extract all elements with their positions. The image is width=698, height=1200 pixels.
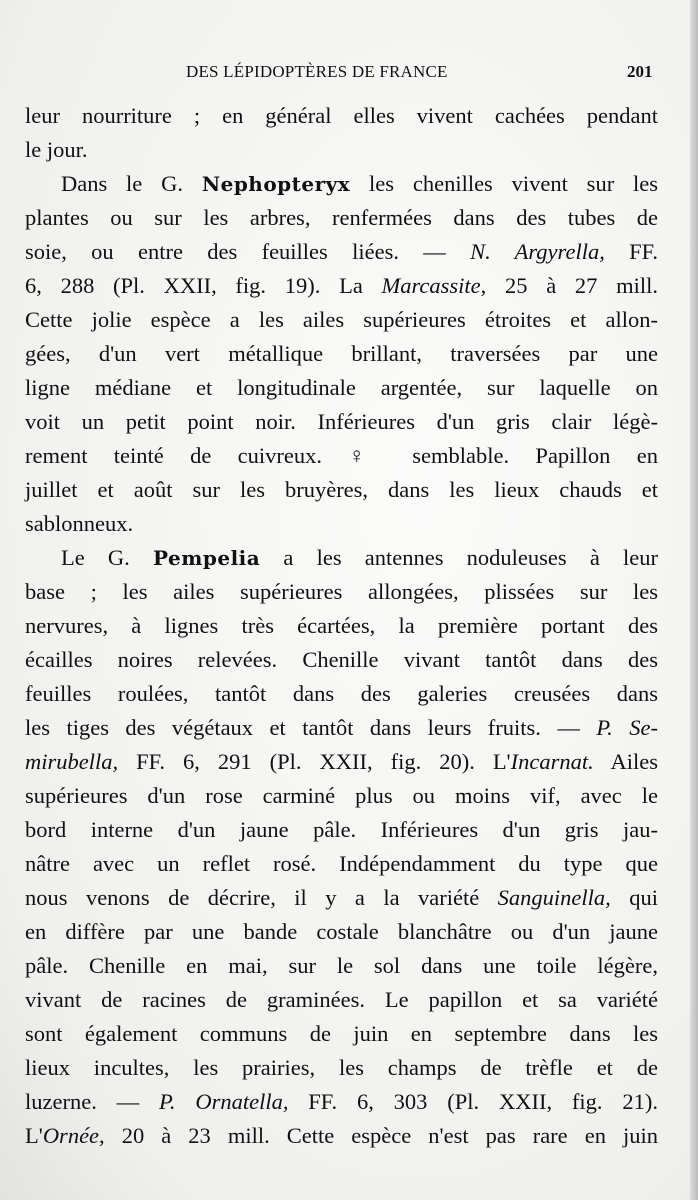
text-line	[25, 371, 658, 405]
text-line	[25, 269, 658, 303]
text-segment: écailles noires relevées. Chenille vivant tantôt dans des	[25, 647, 658, 672]
text-line	[25, 1017, 658, 1051]
text-segment: Ailes	[593, 749, 659, 774]
text-line	[25, 1085, 658, 1119]
text-segment: vivant de racines de graminées. Le papillon et sa variété	[25, 987, 658, 1012]
text-line	[25, 813, 658, 847]
text-line	[25, 847, 658, 881]
text-line	[25, 1051, 658, 1085]
text-segment: 20 à 23 mill. Cette espèce n'est pas rare en juin	[104, 1123, 658, 1148]
text-segment: bord interne d'un jaune pâle. Inférieures d'un gris jau-	[25, 817, 658, 842]
text-line	[25, 439, 658, 473]
text-line	[25, 745, 658, 779]
text-segment: leur nourriture ; en général elles vivent cachées pendant	[25, 103, 658, 128]
text-segment: L'	[25, 1123, 43, 1148]
text-segment: le jour.	[25, 137, 88, 162]
text-line	[25, 303, 658, 337]
italic-text: mirubella,	[25, 749, 119, 774]
text-line	[25, 609, 658, 643]
running-title: DES LÉPIDOPTÈRES DE FRANCE	[186, 62, 448, 81]
text-segment: Cette jolie espèce a les ailes supérieures étroites et allon-	[25, 307, 658, 332]
text-line	[25, 541, 658, 575]
text-segment: Dans le G.	[61, 171, 202, 196]
text-line	[25, 473, 658, 507]
text-segment: lieux incultes, les prairies, les champs de trèfle et de	[25, 1055, 658, 1080]
text-segment: FF. 6, 303 (Pl. XXII, fig. 21).	[288, 1089, 659, 1114]
text-segment: juillet et août sur les bruyères, dans les lieux chauds et	[25, 477, 658, 502]
italic-text: P. Ornatella,	[159, 1089, 289, 1114]
text-line	[25, 1119, 658, 1153]
text-segment: sablonneux.	[25, 511, 134, 536]
text-line	[25, 405, 658, 439]
text-line	[25, 915, 658, 949]
italic-text: Marcassite,	[381, 273, 487, 298]
italic-text: Ornée,	[42, 1123, 105, 1148]
text-segment: qui	[610, 885, 658, 910]
text-line	[25, 201, 658, 235]
text-segment: 6, 288 (Pl. XXII, fig. 19). La	[25, 273, 382, 298]
text-line	[25, 677, 658, 711]
text-line	[25, 643, 658, 677]
text-segment: pâle. Chenille en mai, sur le sol dans une toile légère,	[25, 953, 658, 978]
text-segment: FF.	[604, 239, 658, 264]
italic-text: Sanguinella,	[497, 885, 611, 910]
text-segment: rement teinté de cuivreux. ♀ semblable. Papillon en	[25, 443, 658, 468]
text-segment: feuilles roulées, tantôt dans des galeries creusées dans	[25, 681, 658, 706]
text-line	[25, 133, 658, 167]
text-segment: en diffère par une bande costale blanchâtre ou d'un jaune	[25, 919, 658, 944]
text-segment: les chenilles vivent sur les	[350, 171, 658, 196]
italic-text: Incarnat.	[510, 749, 594, 774]
page-edge	[690, 0, 698, 1200]
text-segment: supérieures d'un rose carminé plus ou moins vif, avec le	[25, 783, 658, 808]
page-number: 201	[627, 62, 653, 81]
text-line	[25, 235, 658, 269]
italic-text: N. Argyrella,	[470, 239, 605, 264]
text-segment: les tiges des végétaux et tantôt dans leurs fruits. —	[25, 715, 597, 740]
text-segment: nervures, à lignes très écartées, la première portant des	[25, 613, 658, 638]
text-line	[25, 167, 658, 201]
text-segment: 25 à 27 mill.	[486, 273, 658, 298]
page-header	[0, 60, 698, 88]
text-segment: sont également communs de juin en septembre dans les	[25, 1021, 658, 1046]
text-segment: base ; les ailes supérieures allongées, plissées sur les	[25, 579, 658, 604]
text-segment: luzerne. —	[25, 1089, 160, 1114]
text-line	[25, 507, 658, 541]
text-segment: ligne médiane et longitudinale argentée, sur laquelle on	[25, 375, 658, 400]
text-segment: gées, d'un vert métallique brillant, traversées par une	[25, 341, 658, 366]
genus-name: Pempelia	[152, 546, 261, 570]
text-segment: voit un petit point noir. Inférieures d'un gris clair légè-	[25, 409, 658, 434]
text-line	[25, 711, 658, 745]
text-segment: nous venons de décrire, il y a la variété	[25, 885, 498, 910]
italic-text: P. Se-	[596, 715, 658, 740]
text-segment: a les antennes noduleuses à leur	[260, 545, 659, 570]
genus-name: Nephopteryx	[201, 172, 351, 196]
body-text	[25, 99, 658, 1153]
text-segment: nâtre avec un reflet rosé. Indépendamment du type que	[25, 851, 658, 876]
text-segment: FF. 6, 291 (Pl. XXII, fig. 20). L'	[118, 749, 511, 774]
text-line	[25, 881, 658, 915]
text-line	[25, 983, 658, 1017]
text-line	[25, 779, 658, 813]
text-line	[25, 949, 658, 983]
text-line	[25, 575, 658, 609]
text-segment: soie, ou entre des feuilles liées. —	[25, 239, 471, 264]
text-segment: plantes ou sur les arbres, renfermées dans des tubes de	[25, 205, 658, 230]
text-segment: Le G.	[61, 545, 153, 570]
text-line	[25, 99, 658, 133]
text-line	[25, 337, 658, 371]
